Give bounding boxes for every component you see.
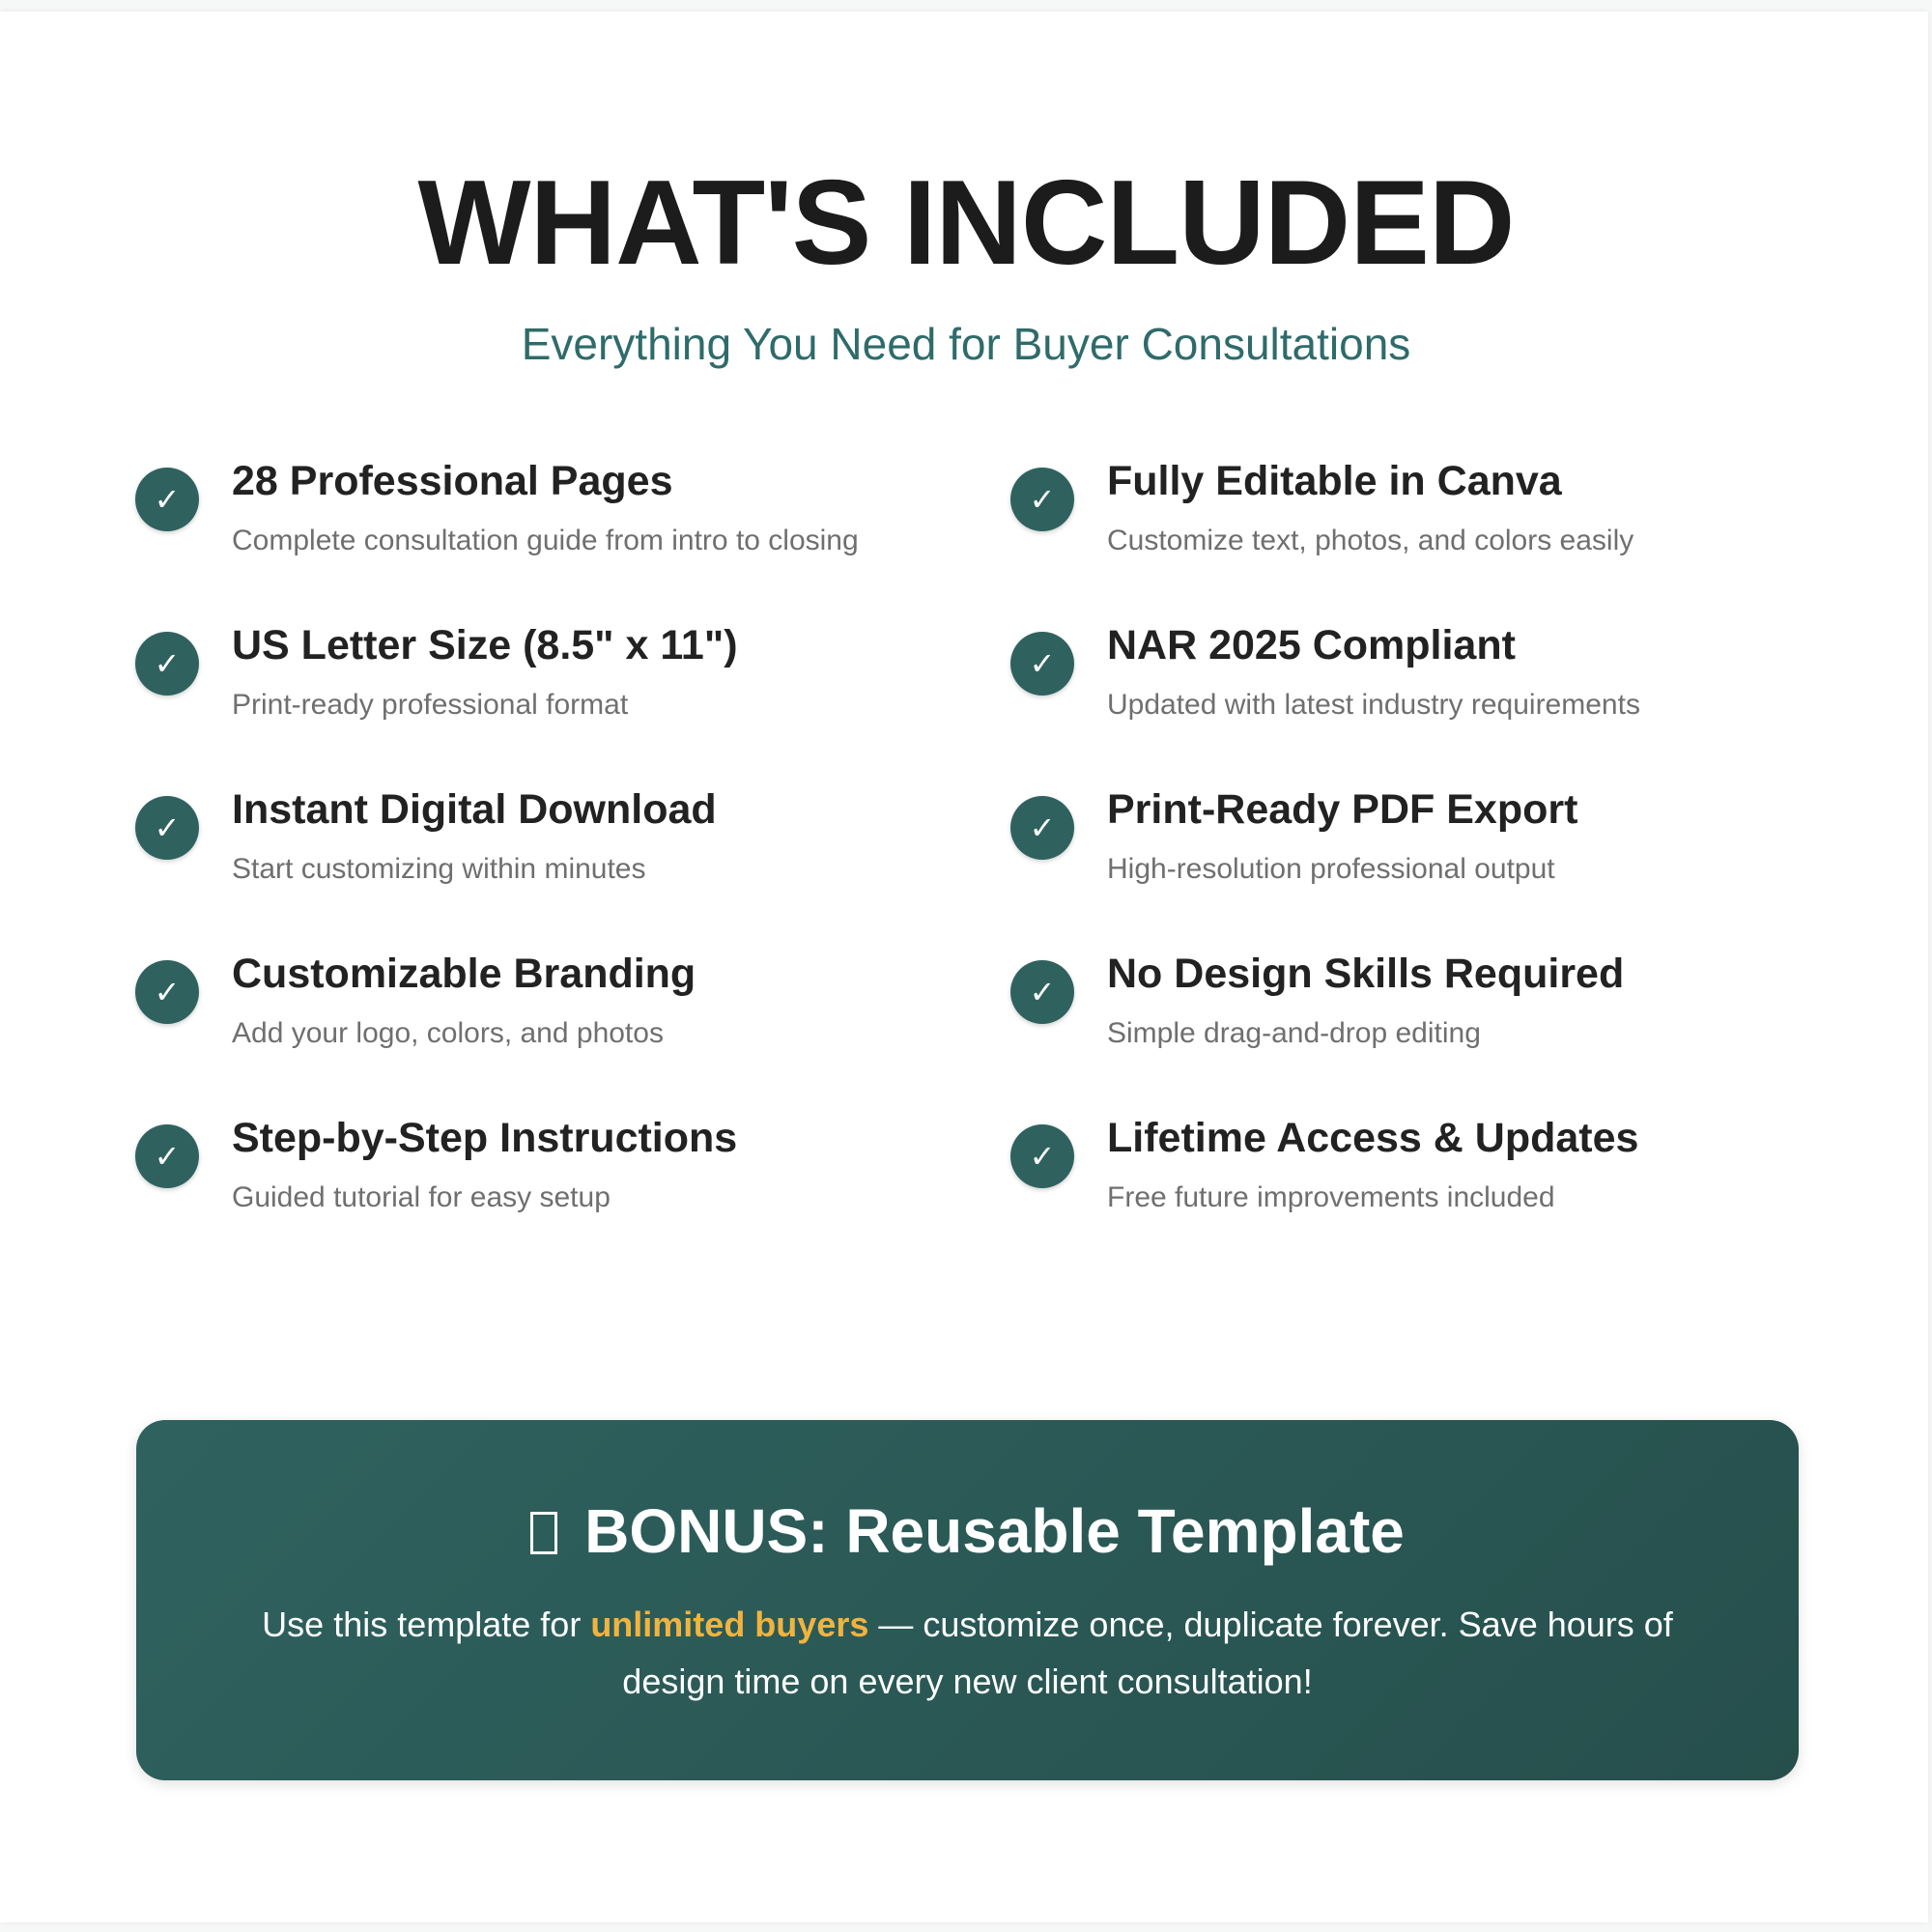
feature-description: Complete consultation guide from intro to closing: [232, 525, 859, 556]
feature-item: [1010, 782, 1797, 947]
feature-title: Fully Editable in Canva: [1107, 458, 1562, 504]
check-icon: ✓: [135, 796, 199, 860]
feature-title: Step-by-Step Instructions: [232, 1115, 738, 1161]
check-icon: ✓: [135, 468, 199, 531]
feature-item: [1010, 1111, 1797, 1275]
feature-item: [135, 947, 1010, 1111]
feature-title: Customizable Branding: [232, 951, 696, 997]
check-icon: ✓: [1010, 960, 1074, 1024]
feature-item: [135, 454, 1010, 618]
feature-description: Free future improvements included: [1107, 1181, 1555, 1213]
bonus-title-text: BONUS: Reusable Template: [584, 1496, 1405, 1566]
feature-title: US Letter Size (8.5" x 11"): [232, 622, 738, 668]
feature-title: Print-Ready PDF Export: [1107, 786, 1578, 833]
bonus-highlight: unlimited buyers: [590, 1605, 869, 1644]
page-subtitle: Everything You Need for Buyer Consultations: [521, 319, 1411, 369]
feature-description: Simple drag-and-drop editing: [1107, 1017, 1481, 1049]
feature-title: Lifetime Access & Updates: [1107, 1115, 1639, 1161]
check-icon: ✓: [1010, 632, 1074, 696]
feature-item: [135, 1111, 1010, 1275]
feature-description: Updated with latest industry requirements: [1107, 689, 1640, 721]
feature-title: Instant Digital Download: [232, 786, 717, 833]
feature-description: Guided tutorial for easy setup: [232, 1181, 611, 1213]
page-title: WHAT'S INCLUDED: [417, 156, 1515, 290]
feature-title: 28 Professional Pages: [232, 458, 673, 504]
check-icon: ✓: [135, 632, 199, 696]
feature-title: No Design Skills Required: [1107, 951, 1625, 997]
check-icon: ✓: [1010, 1124, 1074, 1188]
bonus-text-end: — customize once, duplicate forever. Save hours of design time on every new client consultation!: [622, 1605, 1673, 1701]
feature-title: NAR 2025 Compliant: [1107, 622, 1516, 668]
feature-description: High-resolution professional output: [1107, 853, 1555, 885]
check-icon: ✓: [135, 1124, 199, 1188]
feature-description: Add your logo, colors, and photos: [232, 1017, 664, 1049]
missing-glyph-icon: [530, 1512, 557, 1554]
check-icon: ✓: [1010, 468, 1074, 531]
feature-description: Print-ready professional format: [232, 689, 629, 721]
feature-item: [135, 782, 1010, 947]
feature-description: Customize text, photos, and colors easily: [1107, 525, 1634, 556]
check-icon: ✓: [135, 960, 199, 1024]
bonus-panel: [136, 1420, 1799, 1780]
bonus-title: [136, 1492, 1799, 1570]
feature-description: Start customizing within minutes: [232, 853, 646, 885]
bonus-description: [233, 1596, 1702, 1710]
bonus-text-start: Use this template for: [262, 1605, 591, 1644]
features-grid: [135, 454, 1797, 1275]
feature-item: [135, 618, 1010, 782]
feature-item: [1010, 618, 1797, 782]
check-icon: ✓: [1010, 796, 1074, 860]
feature-item: [1010, 947, 1797, 1111]
feature-item: [1010, 454, 1797, 618]
